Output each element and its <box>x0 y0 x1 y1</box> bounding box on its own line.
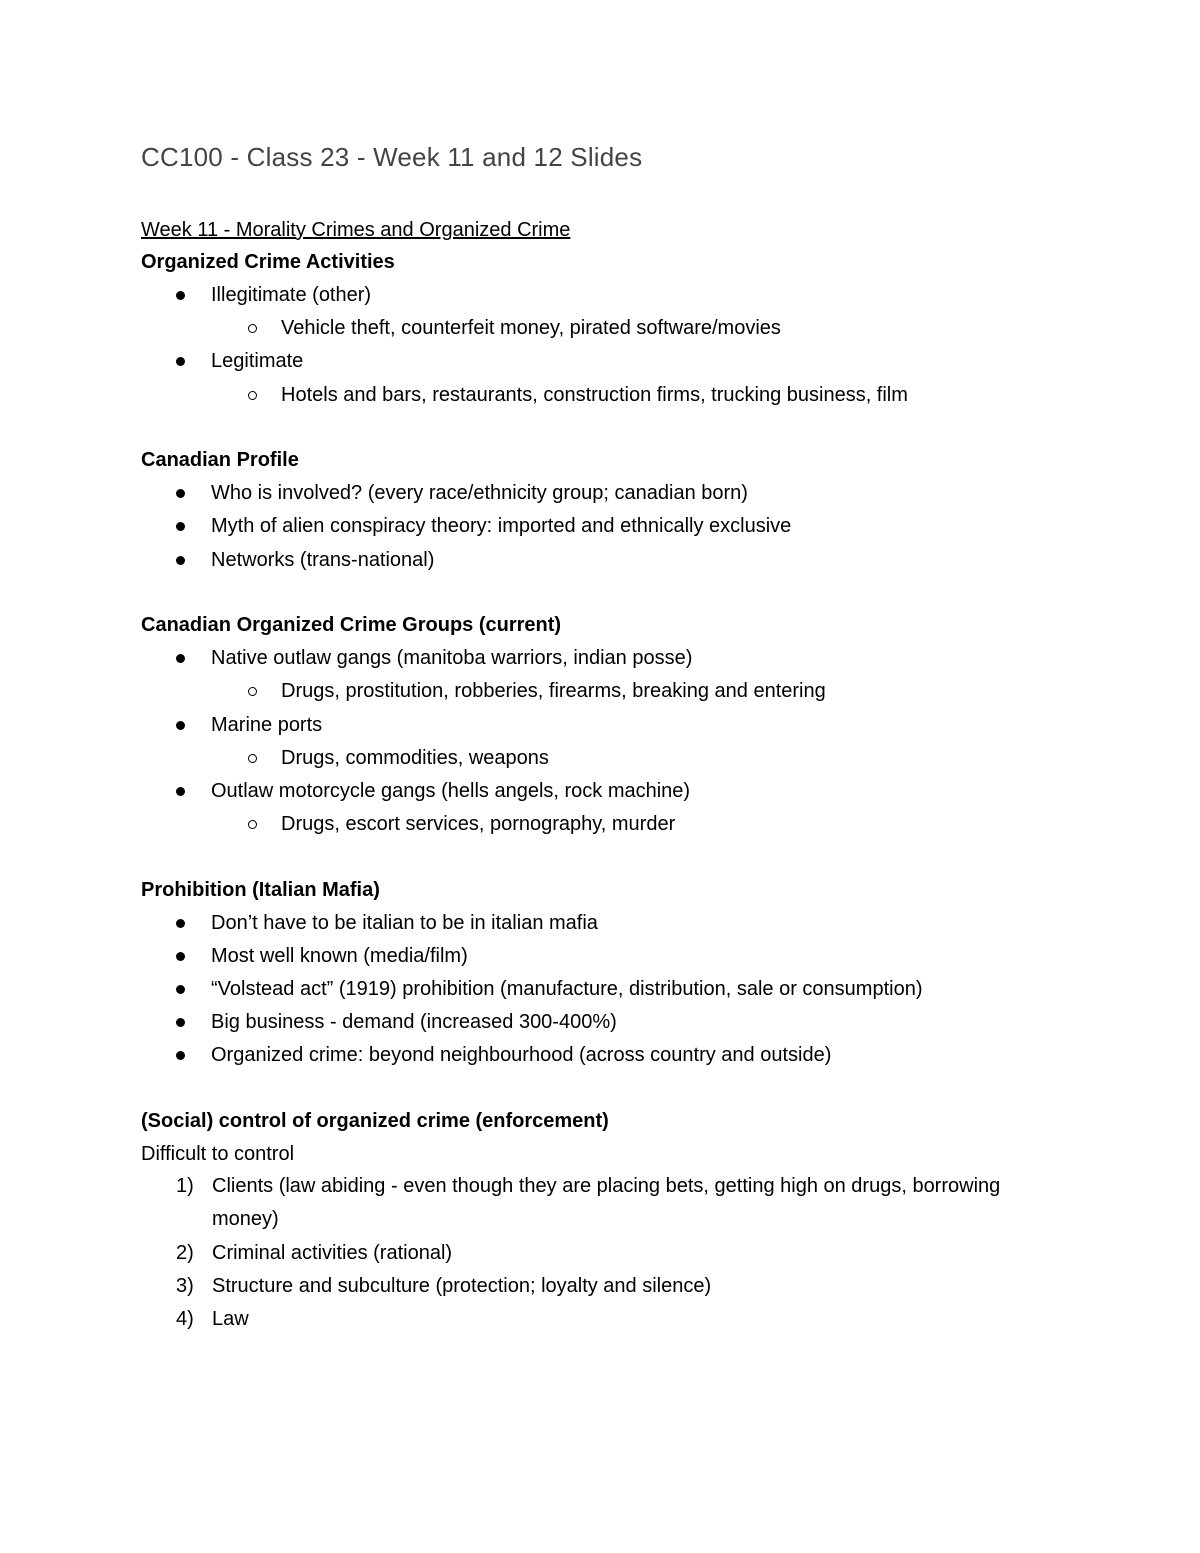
numbered-item <box>176 1270 1002 1303</box>
list-item-text: Networks (trans-national) <box>211 549 435 571</box>
bullet-icon <box>176 522 185 531</box>
sub-list-item-text: Vehicle theft, counterfeit money, pirated software/movies <box>281 317 781 339</box>
sub-list-item-text: Hotels and bars, restaurants, construction firms, trucking business, film <box>281 384 908 406</box>
bullet-icon <box>176 556 185 565</box>
numbered-item <box>176 1170 1002 1236</box>
list-item <box>176 942 468 970</box>
bullet-icon <box>176 787 185 796</box>
list-item-text: “Volstead act” (1919) prohibition (manufacture, distribution, sale or consumption) <box>211 978 923 1000</box>
list-item-text: Legitimate <box>211 350 304 372</box>
bullet-icon <box>176 357 185 366</box>
sub-list-item <box>248 314 781 342</box>
section-heading-prohibition: Prohibition (Italian Mafia) <box>141 879 380 901</box>
list-item-text: Organized crime: beyond neighbourhood (across country and outside) <box>211 1044 832 1066</box>
list-item <box>176 644 692 672</box>
hollow-bullet-icon <box>248 391 257 400</box>
list-number: 1) <box>176 1175 194 1197</box>
list-item-text: Marine ports <box>211 714 323 736</box>
list-item <box>176 546 434 574</box>
list-item-text: Big business - demand (increased 300-400%) <box>211 1011 617 1033</box>
bullet-icon <box>176 919 185 928</box>
sub-list-item-text: Drugs, escort services, pornography, murder <box>281 813 676 835</box>
list-item <box>176 711 322 739</box>
list-item <box>176 479 748 507</box>
numbered-item <box>176 1237 1002 1270</box>
numbered-item-text: Criminal activities (rational) <box>212 1242 453 1264</box>
list-item <box>176 1008 617 1036</box>
numbered-item-text: Structure and subculture (protection; loyalty and silence) <box>212 1275 712 1297</box>
control-intro: Difficult to control <box>141 1143 295 1165</box>
list-item-text: Most well known (media/film) <box>211 945 468 967</box>
list-item <box>176 281 371 309</box>
bullet-icon <box>176 1018 185 1027</box>
list-item <box>176 975 922 1003</box>
sub-list-item <box>248 744 549 772</box>
bullet-icon <box>176 952 185 961</box>
section-heading-control: (Social) control of organized crime (enforcement) <box>141 1110 609 1132</box>
list-item-text: Myth of alien conspiracy theory: imported and ethnically exclusive <box>211 515 792 537</box>
document-title: CC100 - Class 23 - Week 11 and 12 Slides <box>141 142 643 172</box>
numbered-item-text: Clients (law abiding - even though they are placing bets, getting high on drugs, borrowing money) <box>212 1175 1001 1230</box>
list-item-text: Who is involved? (every race/ethnicity group; canadian born) <box>211 482 748 504</box>
list-number: 2) <box>176 1242 194 1264</box>
section-heading-profile: Canadian Profile <box>141 449 299 471</box>
numbered-item <box>176 1303 1002 1336</box>
week-heading: Week 11 - Morality Crimes and Organized Crime <box>141 219 571 241</box>
bullet-icon <box>176 721 185 730</box>
numbered-item-text: Law <box>212 1308 249 1330</box>
sub-list-item-text: Drugs, prostitution, robberies, firearms, breaking and entering <box>281 680 826 702</box>
list-item-text: Outlaw motorcycle gangs (hells angels, rock machine) <box>211 780 691 802</box>
list-number: 3) <box>176 1275 194 1297</box>
hollow-bullet-icon <box>248 687 257 696</box>
section-heading-groups: Canadian Organized Crime Groups (current) <box>141 614 562 636</box>
list-item-text: Illegitimate (other) <box>211 284 372 306</box>
hollow-bullet-icon <box>248 754 257 763</box>
list-item-text: Native outlaw gangs (manitoba warriors, indian posse) <box>211 647 693 669</box>
list-item <box>176 777 690 805</box>
bullet-icon <box>176 654 185 663</box>
list-item <box>176 347 303 375</box>
list-number: 4) <box>176 1308 194 1330</box>
sub-list-item <box>248 677 826 705</box>
bullet-icon <box>176 489 185 498</box>
bullet-icon <box>176 985 185 994</box>
section-heading-activities: Organized Crime Activities <box>141 251 395 273</box>
hollow-bullet-icon <box>248 820 257 829</box>
list-item <box>176 512 791 540</box>
sub-list-item <box>248 381 908 409</box>
list-item <box>176 909 598 937</box>
list-item <box>176 1041 831 1069</box>
sub-list-item-text: Drugs, commodities, weapons <box>281 747 549 769</box>
bullet-icon <box>176 1051 185 1060</box>
hollow-bullet-icon <box>248 324 257 333</box>
list-item-text: Don’t have to be italian to be in italian mafia <box>211 912 598 934</box>
bullet-icon <box>176 291 185 300</box>
sub-list-item <box>248 810 675 838</box>
